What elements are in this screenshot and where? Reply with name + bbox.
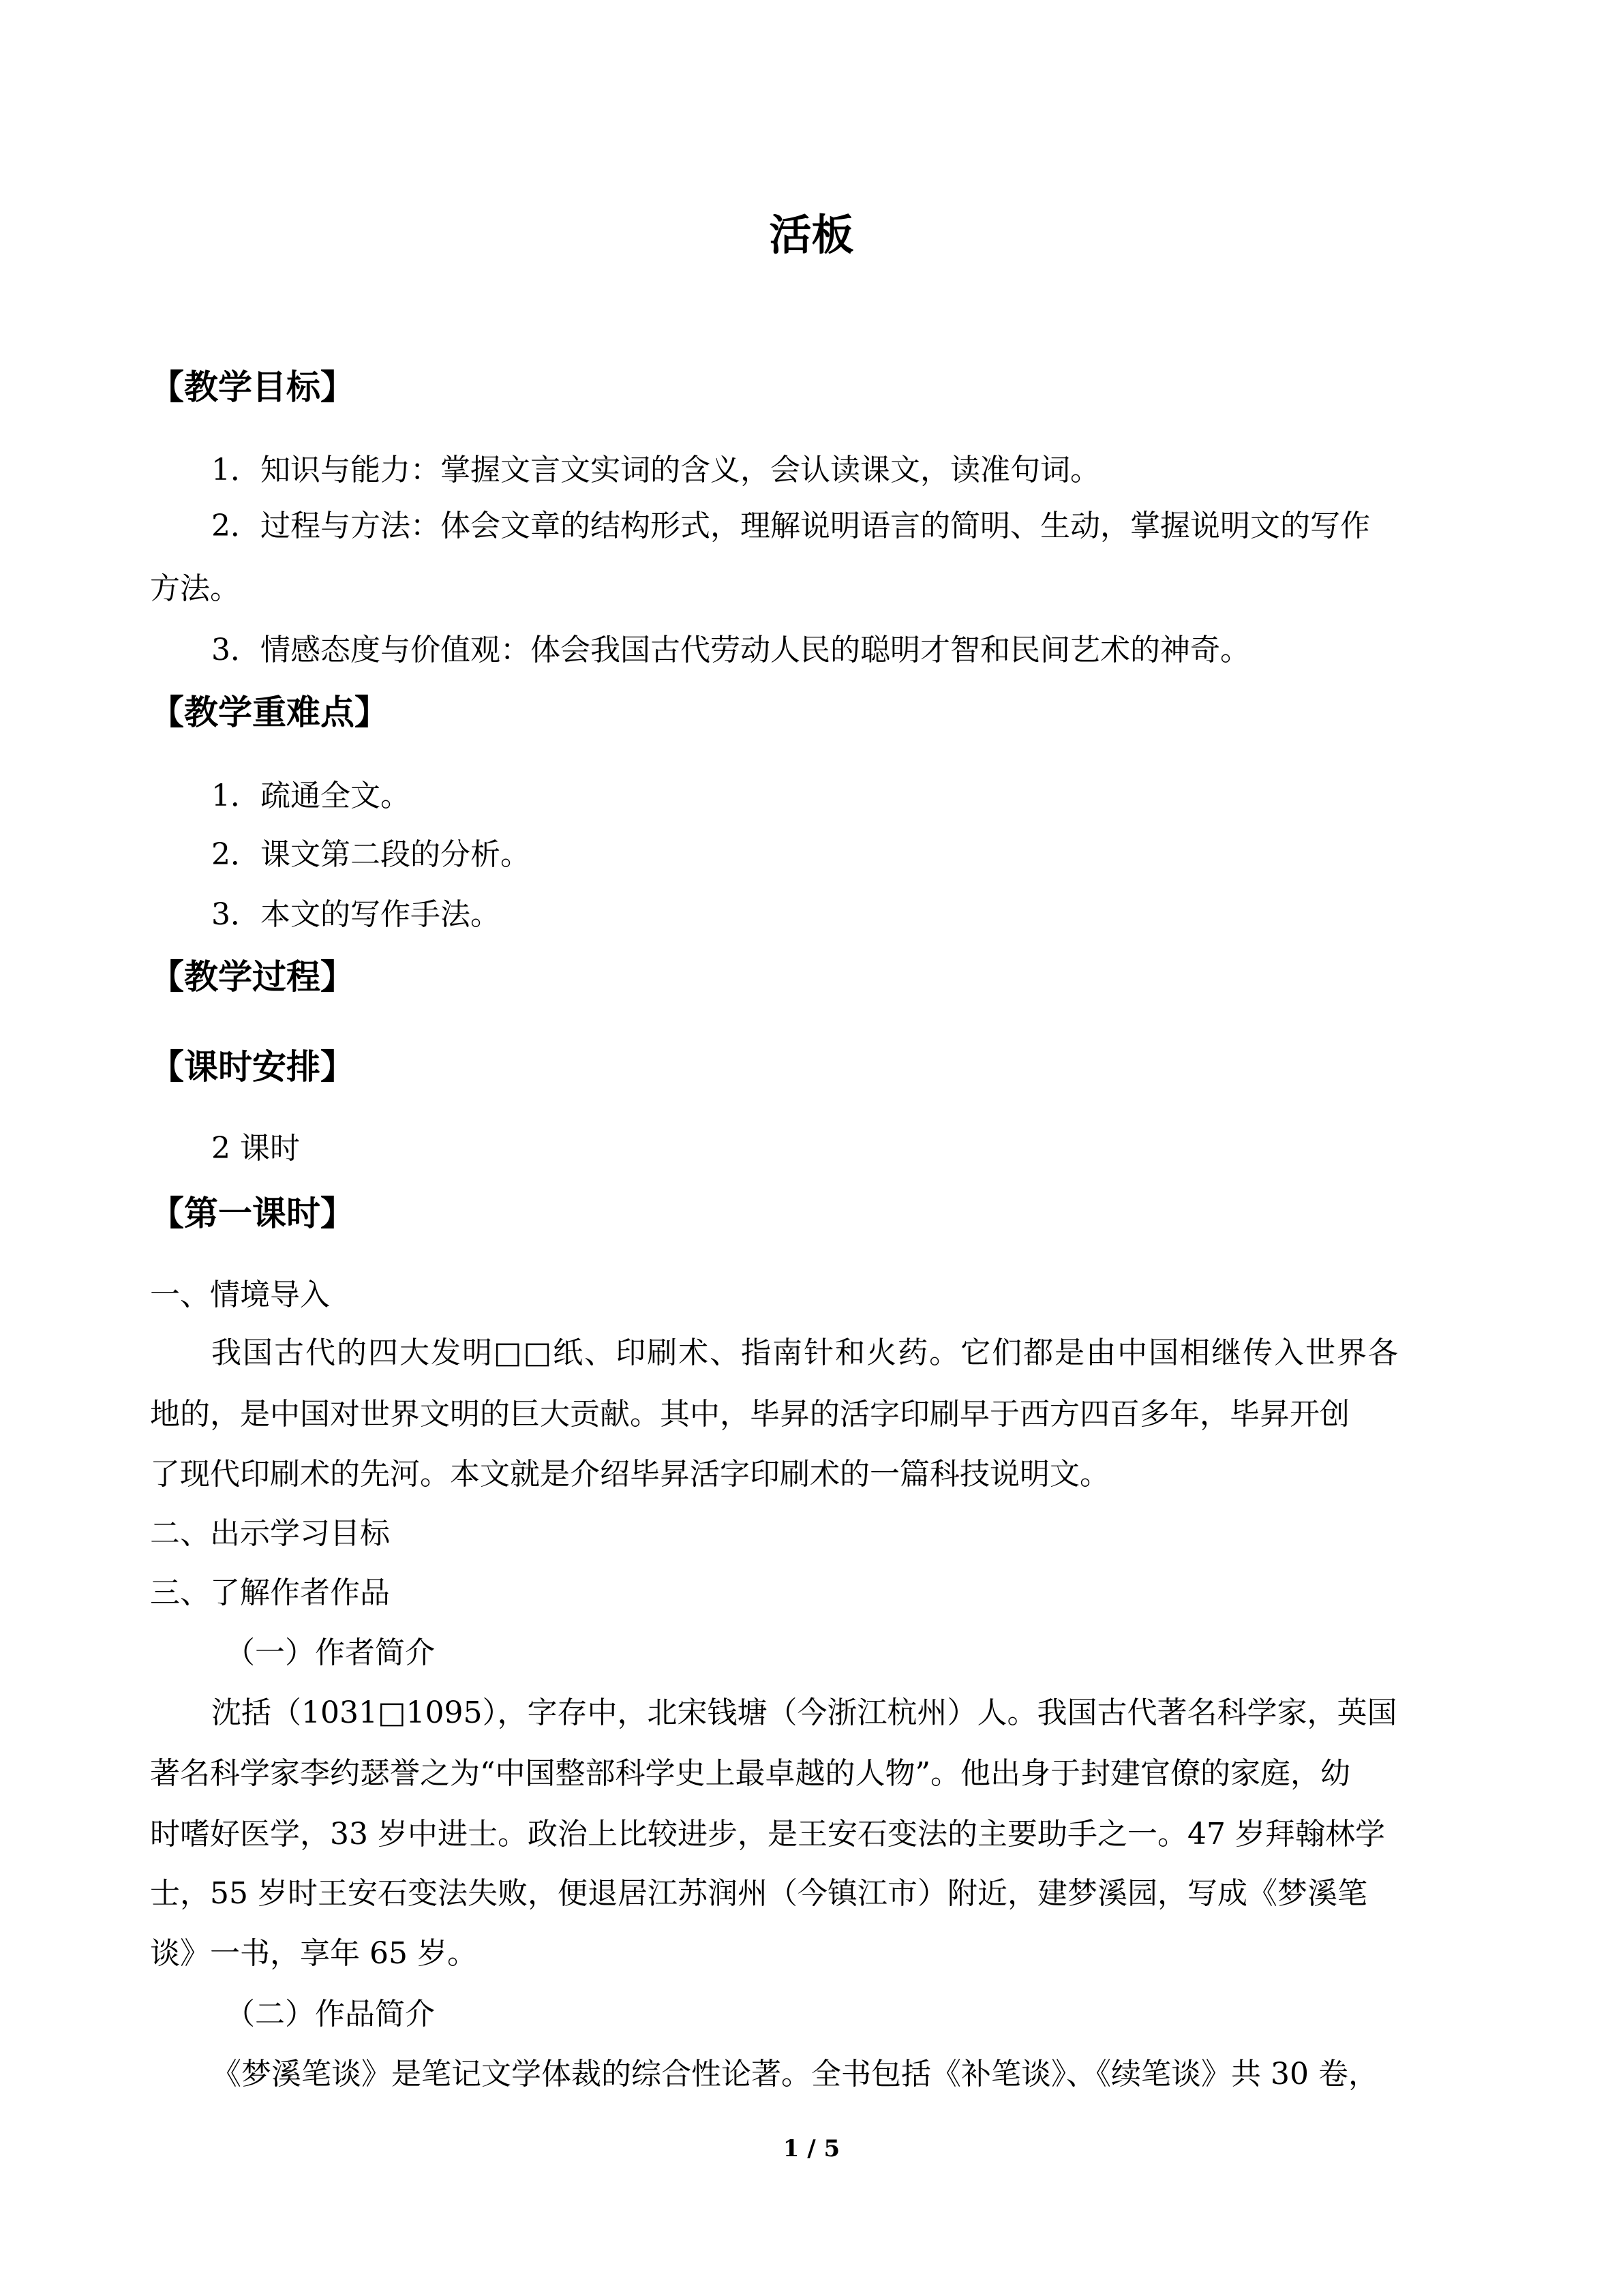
objective-line: 3．情感态度与价值观：体会我国古代劳动人民的聪明才智和民间艺术的神奇。 [211,633,1250,667]
step-heading: 三、了解作者作品 [150,1575,390,1610]
step-heading: 二、出示学习目标 [150,1516,390,1551]
step-heading: 一、情境导入 [150,1278,330,1312]
work-line: 《梦溪笔谈》是笔记文学体裁的综合性论著。全书包括《补笔谈》、《续笔谈》共 30 卷， [211,2057,1378,2091]
schedule-text: 2 课时 [211,1131,300,1166]
section-heading-keypoints: 【教学重难点】 [150,693,389,732]
author-line: 士，55 岁时王安石变法失败，便退居江苏润州（今镇江市）附近，建梦溪园，写成《梦溪笔 [150,1876,1367,1911]
section-heading-objectives: 【教学目标】 [150,367,354,407]
intro-line: 我国古代的四大发明□□纸、印刷术、指南针和火药。它们都是由中国相继传入世界各 [211,1335,1400,1370]
sub-heading: （二）作品简介 [225,1997,435,2031]
keypoint-line: 2．课文第二段的分析。 [211,837,530,872]
objective-line: 2．过程与方法：体会文章的结构形式，理解说明语言的简明、生动，掌握说明文的写作 [211,509,1370,543]
keypoint-line: 3．本文的写作手法。 [211,897,500,932]
section-heading-lesson1: 【第一课时】 [150,1194,354,1233]
author-line: 谈》一书，享年 65 岁。 [150,1936,477,1971]
intro-line: 地的，是中国对世界文明的巨大贡献。其中，毕昇的活字印刷早于西方四百多年，毕昇开创 [150,1397,1350,1432]
page-number: 1 / 5 [783,2135,840,2162]
keypoint-line: 1．疏通全文。 [211,779,410,813]
section-heading-schedule: 【课时安排】 [150,1047,354,1087]
author-line: 沈括（1031□1095），字存中，北宋钱塘（今浙江杭州）人。我国古代著名科学家，英国 [211,1695,1397,1730]
objective-line: 1．知识与能力：掌握文言文实词的含义，会认读课文，读准句词。 [211,453,1100,487]
sub-heading: （一）作者简介 [225,1635,435,1670]
objective-line: 方法。 [150,571,240,606]
author-line: 著名科学家李约瑟誉之为“中国整部科学史上最卓越的人物”。他出身于封建官僚的家庭，幼 [150,1756,1350,1791]
author-line: 时嗜好医学，33 岁中进士。政治上比较进步，是王安石变法的主要助手之一。47 岁拜翰林学 [150,1817,1385,1852]
document-title: 活板 [769,210,854,260]
section-heading-process: 【教学过程】 [150,957,354,997]
intro-line: 了现代印刷术的先河。本文就是介绍毕昇活字印刷术的一篇科技说明文。 [150,1457,1110,1492]
